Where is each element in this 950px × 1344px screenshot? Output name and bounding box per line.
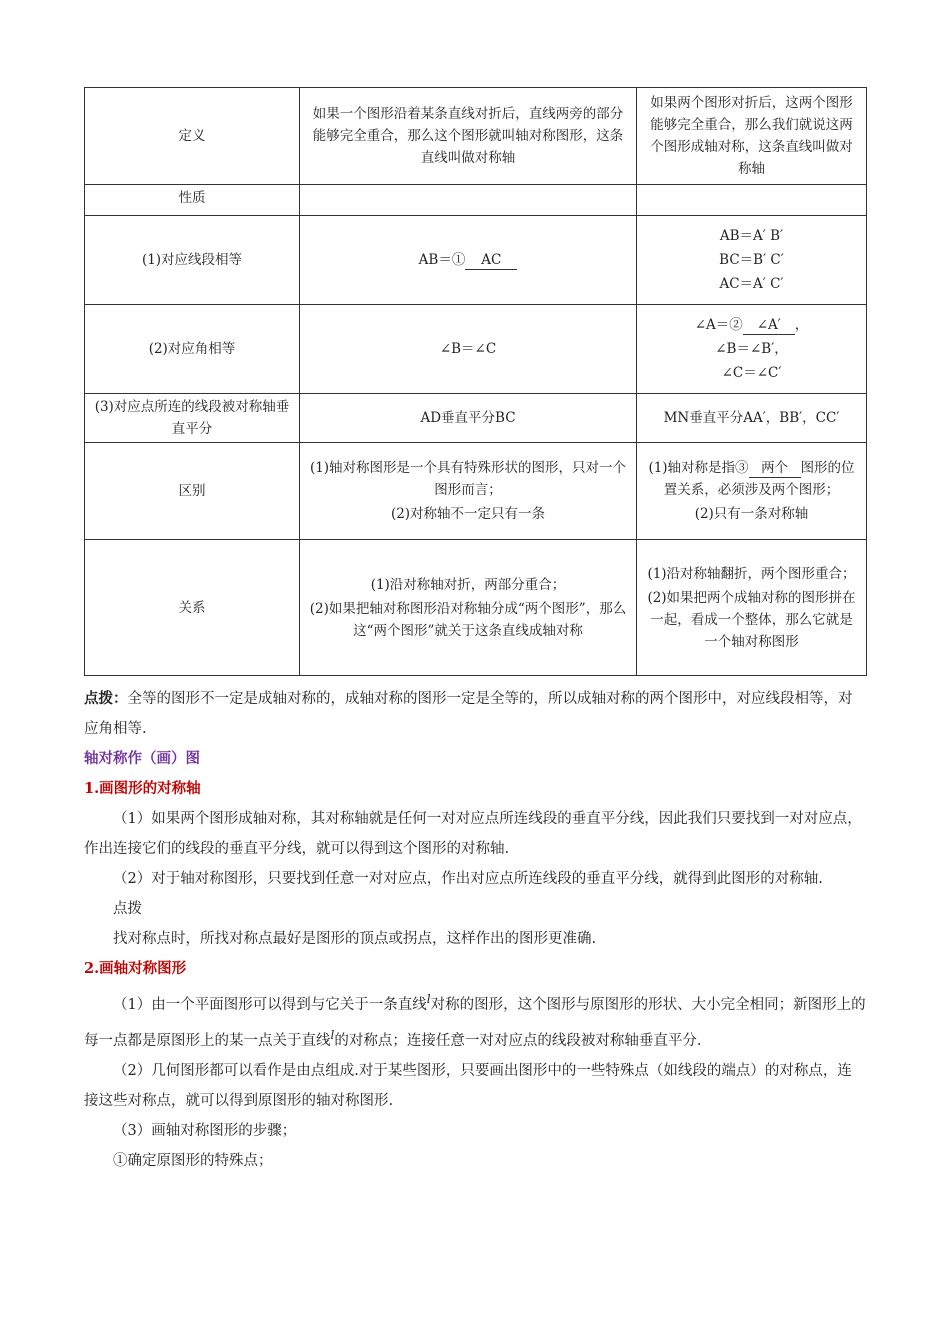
cell-text: AB＝①	[418, 252, 466, 268]
comparison-table	[84, 87, 867, 676]
row-label: 性质	[85, 185, 300, 216]
text-run: （1）由一个平面图形可以得到与它关于一条直线	[113, 996, 427, 1013]
line-symbol: l	[330, 1027, 335, 1042]
cell-text: (2)如果把两个成轴对称的图形拼在一起，看成一个整体，那么它就是一个轴对称图形	[647, 589, 856, 650]
cell-text: (2)如果把轴对称图形沿对称轴分成“两个图形”，那么这“两个图形”就关于这条直线成轴对称	[309, 600, 627, 639]
fill-blank-answer: AC	[465, 251, 517, 270]
pair-cell	[637, 216, 867, 305]
subsection-title: 1.画图形的对称轴	[84, 780, 201, 797]
pair-cell	[637, 88, 867, 185]
row-label: 关系	[85, 540, 300, 676]
cell-text: (2)对称轴不一定只有一条	[390, 506, 546, 522]
cell-text: 如果一个图形沿着某条直线对折后，直线两旁的部分能够完全重合，那么这个图形就叫轴对称图形，这条直线叫做对称轴	[312, 106, 624, 166]
paragraph: （3）画轴对称图形的步骤；	[113, 1122, 297, 1139]
text-run: 的对称点；连接任意一对对应点的线段被对称轴垂直平分.	[334, 1032, 702, 1049]
cell-text: (1)沿对称轴对折，两部分重合；	[370, 576, 566, 593]
axis-cell	[300, 185, 637, 216]
table-row	[85, 540, 867, 676]
cell-text: AB＝A′ B′	[719, 228, 784, 244]
table-row	[85, 394, 867, 443]
cell-text: ∠B＝∠C	[439, 341, 497, 357]
table-row	[85, 185, 867, 216]
pair-cell	[637, 305, 867, 394]
pair-cell	[637, 185, 867, 216]
axis-cell	[300, 305, 637, 394]
axis-cell	[300, 88, 637, 185]
row-label: (3)对应点所连的线段被对称轴垂直平分	[85, 394, 300, 443]
row-label: 定义	[85, 88, 300, 185]
cell-text: 如果两个图形对折后，这两个图形能够完全重合，那么我们就说这两个图形成轴对称，这条直线叫做对称轴	[650, 95, 853, 177]
axis-cell	[300, 394, 637, 443]
section-title: 轴对称作（画）图	[84, 750, 200, 767]
tip-label: 点拨	[113, 901, 142, 917]
text-run: 对称的图形，这个图形与原图形的形状、大小完全相同；新图形上的每一点都是原图形上的某一点关于直线	[84, 996, 866, 1049]
fill-blank-answer: 两个	[749, 459, 801, 478]
note-label: 点拨：	[84, 690, 128, 707]
row-label: (1)对应线段相等	[85, 216, 300, 305]
paragraph: （2）对于轴对称图形，只要找到任意一对对应点，作出对应点所连线段的垂直平分线，就得到此图形的对称轴.	[113, 871, 823, 887]
cell-text: (1)沿对称轴翻折，两个图形重合；	[647, 565, 856, 582]
row-label: 区别	[85, 443, 300, 540]
pair-cell	[637, 540, 867, 676]
cell-text: ∠A＝②	[694, 317, 743, 333]
cell-text: BC＝B′ C′	[719, 252, 784, 268]
cell-line	[645, 314, 858, 336]
cell-text: AC＝A′ C′	[719, 276, 784, 292]
axis-cell	[300, 443, 637, 540]
fill-blank-answer: ∠A′	[743, 316, 795, 335]
cell-text: ∠B＝∠B′，	[715, 341, 788, 357]
cell-text: (1)轴对称是指③	[648, 460, 749, 476]
paragraph: （2）几何图形都可以看作是由点组成.对于某些图形，只要画出图形中的一些特殊点（如线段的端点）的对称点，连接这些对称点，就可以得到原图形的轴对称图形.	[84, 1062, 852, 1109]
table-row	[85, 305, 867, 394]
cell-text: 图形的位置关系，必须涉及两个图形；	[663, 460, 855, 498]
cell-text: (2)只有一条对称轴	[694, 506, 809, 522]
paragraph: ①确定原图形的特殊点；	[113, 1152, 273, 1169]
body-text	[84, 684, 866, 1176]
tip-text: 找对称点时，所找对称点最好是图形的顶点或拐点，这样作出的图形更准确.	[113, 931, 597, 947]
cell-line	[645, 457, 858, 501]
line-symbol: l	[426, 992, 431, 1006]
cell-text: MN垂直平分AA′，BB′，CC′	[663, 410, 840, 426]
paragraph	[84, 984, 866, 1056]
cell-text: AD垂直平分BC	[420, 410, 516, 426]
paragraph: （1）如果两个图形成轴对称，其对称轴就是任何一对对应点所连线段的垂直平分线，因此我们只要找到一对对应点，作出连接它们的线段的垂直平分线，就可以得到这个图形的对称轴.	[84, 811, 862, 857]
axis-cell	[300, 216, 637, 305]
cell-text: (1)轴对称图形是一个具有特殊形状的图形，只对一个图形而言；	[309, 460, 627, 498]
row-label: (2)对应角相等	[85, 305, 300, 394]
table-row	[85, 216, 867, 305]
pair-cell	[637, 394, 867, 443]
pair-cell	[637, 443, 867, 540]
table-row	[85, 443, 867, 540]
axis-cell	[300, 540, 637, 676]
table-row	[85, 88, 867, 185]
cell-text: ∠C＝∠C′	[721, 365, 782, 381]
note-paragraph	[84, 684, 866, 744]
cell-text: ，	[794, 317, 809, 333]
subsection-title: 2.画轴对称图形	[84, 960, 187, 977]
note-text: 全等的图形不一定是成轴对称的，成轴对称的图形一定是全等的，所以成轴对称的两个图形中，对应线段相等，对应角相等.	[84, 691, 853, 737]
